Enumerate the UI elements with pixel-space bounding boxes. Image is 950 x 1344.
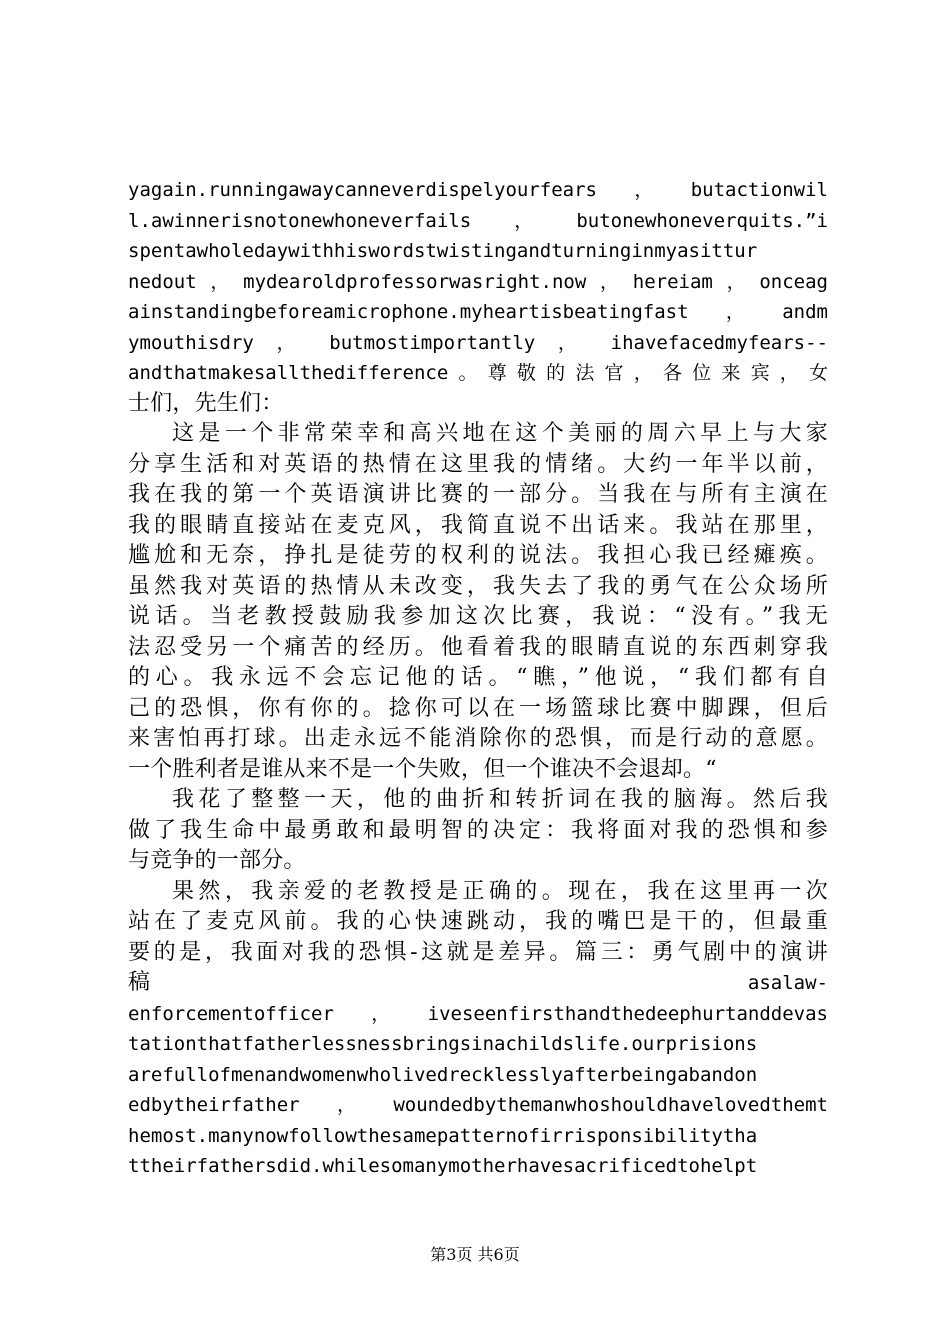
text-line: tationthatfatherlessnessbringsinachildslife.ourprisions — [128, 1033, 758, 1055]
text-line: 我在我的第一个英语演讲比赛的一部分。当我在与所有主演在 — [128, 482, 828, 507]
text-line: yagain.runningawaycanneverdispelyourfears，butactionwil — [128, 179, 828, 201]
text-line: asalaw- — [747, 972, 828, 994]
text-line: 与竞争的一部分。 — [128, 848, 306, 873]
text-line: edbytheirfather，woundedbythemanwhoshouldhavelovedthemt — [128, 1094, 828, 1116]
text-line: 稿 — [128, 970, 151, 995]
paragraph-first-line: 这是一个非常荣幸和高兴地在这个美丽的周六早上与大家 — [172, 421, 828, 446]
page-number-footer: 第3页 共6页 — [430, 1245, 520, 1264]
text-line: 尴尬和无奈，挣扎是徒劳的权利的说法。我担心我已经瘫痪。 — [128, 543, 828, 568]
text-line: 一个胜利者是谁从来不是一个失败，但一个谁决不会退却。“ — [128, 756, 717, 782]
text-line: hemost.manynowfollowthesamepatternofirrisponsibilitytha — [128, 1124, 758, 1147]
text-line: 我的眼睛直接站在麦克风，我简直说不出话来。我站在那里， — [128, 512, 828, 538]
text-line: 站在了麦克风前。我的心快速跳动，我的嘴巴是干的，但最重 — [128, 909, 828, 934]
text-line: spentawholedaywithhiswordstwistingandturninginmyasittur — [128, 240, 758, 262]
text-line: andthatmakesallthedifference。尊敬的法官，各位来宾，女 — [128, 362, 828, 384]
text-line: 己的恐惧，你有你的。捻你可以在一场篮球比赛中脚踝，但后 — [128, 695, 828, 721]
text-line: ttheirfathersdid.whilesomanymotherhavesacrificedtohelpt — [128, 1155, 758, 1177]
text-line: enforcementofficer，iveseenfirsthandthedeephurtanddevas — [128, 1002, 828, 1025]
text-line: ainstandingbeforeamicrophone.myheartisbeatingfast，andm — [128, 301, 828, 323]
text-line: arefullofmenandwomenwholivedrecklesslyafterbeingabandon — [128, 1063, 758, 1086]
text-line: ymouthisdry ， butmostimportantly ， ihavefacedmyfears-- — [128, 331, 828, 354]
document-body — [128, 175, 828, 1182]
text-line: 法忍受另一个痛苦的经历。他看着我的眼睛直说的东西刺穿我 — [128, 634, 828, 660]
paragraph-first-line: 我花了整整一天，他的曲折和转折词在我的脑海。然后我 — [172, 787, 828, 812]
text-line: 说话。当老教授鼓励我参加这次比赛，我说：“没有。”我无 — [128, 604, 828, 629]
text-line: 的心。我永远不会忘记他的话。“瞧，”他说，“我们都有自 — [128, 665, 828, 690]
text-line: 士们，先生们： — [128, 390, 284, 416]
text-line: 来害怕再打球。出走永远不能消除你的恐惧，而是行动的意愿。 — [128, 726, 828, 751]
text-line: 分享生活和对英语的热情在这里我的情绪。大约一年半以前， — [128, 451, 828, 477]
text-line: nedout，mydearoldprofessorwasright.now，hereiam，onceag — [128, 270, 828, 293]
text-line: 做了我生命中最勇敢和最明智的决定：我将面对我的恐惧和参 — [128, 817, 828, 843]
paragraph-first-line: 果然，我亲爱的老教授是正确的。现在，我在这里再一次 — [172, 878, 828, 904]
text-line: 虽然我对英语的热情从未改变，我失去了我的勇气在公众场所 — [128, 573, 828, 599]
text-line: l.awinnerisnotonewhoneverfails，butonewhoneverquits.”i — [128, 209, 828, 232]
text-line: 要的是，我面对我的恐惧-这就是差异。篇三：勇气剧中的演讲 — [128, 939, 828, 965]
